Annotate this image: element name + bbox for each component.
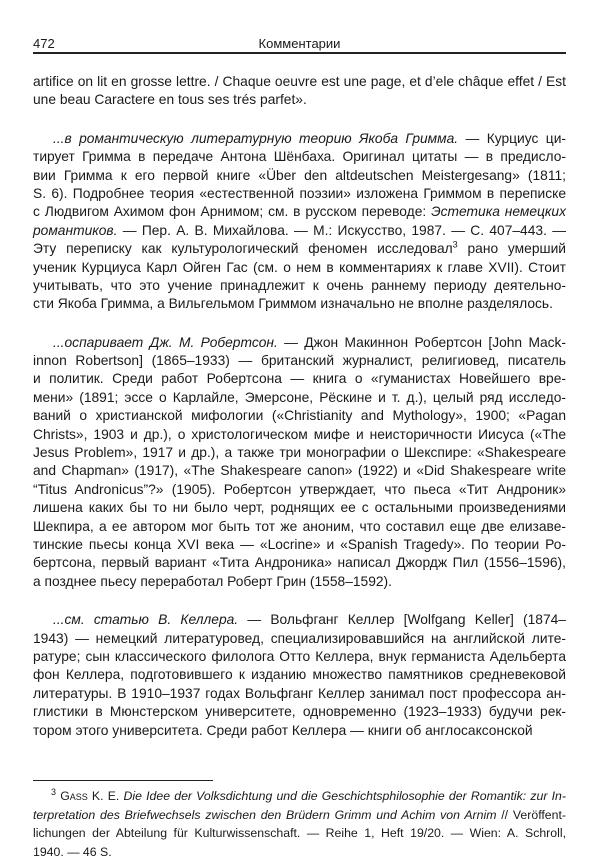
- text-line: [33, 203, 566, 221]
- text-line: [33, 648, 566, 666]
- text-line: [33, 536, 566, 554]
- text-line: [33, 148, 566, 166]
- text-run: глистики в Мюнстерском университете, одновременно (1923–1933) будучи рек-: [33, 704, 566, 720]
- text-run: с Людвигом Ахимом фон Арнимом; см. в русском переводе:: [33, 204, 432, 220]
- text-run: лишена каких бы то ни было черт, роднящих ее с остальными произведениями: [33, 500, 566, 516]
- text-run: — Курциус ци-: [458, 130, 566, 146]
- footnote-divider: [33, 780, 213, 781]
- text-run: и политик. Среди работ Робертсона — книга о «гуманистах Новейшего вре-: [33, 371, 566, 387]
- text-run: Jesus Problem», 1917 и др.), а также три монографии о Шекспире: «Shakespeare: [33, 445, 566, 461]
- text-run: innon Robertson] (1865–1933) — британский журналист, религиовед, писатель: [33, 353, 566, 369]
- text-run: artifice on lit en grosse lettre. / Chaque oeuvre est une page, et d’ele châque effet / Est: [33, 74, 566, 89]
- footnote: [33, 787, 566, 861]
- text-line: [33, 352, 566, 370]
- text-line: [33, 444, 566, 462]
- text-run: тинские пьесы конца XVI века — «Locrine» и «Spanish Tragedy». По теории Ро-: [33, 536, 566, 552]
- text-run: — Джон Макиннон Робертсон [John Mack-: [277, 334, 567, 350]
- text-run: ратуре; сын классического филолога Отто Келлера, внук германиста Адельберта: [33, 648, 566, 664]
- text-line: [33, 277, 566, 295]
- italic-text: Эстетика немецких: [431, 204, 566, 220]
- text-run: Эту переписку как культурологический феномен исследовал: [33, 241, 453, 257]
- text-run: S. 6). Подробнее теория «естественной поэзии» изложена Гриммом в переписке: [33, 185, 566, 201]
- text-line: [33, 666, 566, 684]
- text-line: [33, 407, 566, 425]
- text-line: [33, 259, 566, 277]
- italic-text: ...см. статью В. Келлера.: [53, 612, 239, 628]
- paragraph: [33, 611, 566, 740]
- text-line: [33, 722, 566, 740]
- text-line: [33, 185, 566, 203]
- text-run: K. E.: [87, 789, 124, 803]
- text-run: бертсона, первый вариант «Тита Андроника» написал Джордж Пил (1556–1596),: [33, 555, 566, 571]
- running-header: [33, 36, 566, 54]
- text-run: а позднее пьесу переработал Роберт Грин (1558–1592).: [33, 573, 392, 589]
- text-line: [33, 611, 566, 629]
- text-run: — Пер. А. В. Михайлова. — М.: Искусство, 1987. — С. 407–443. —: [117, 222, 566, 238]
- text-line: [33, 499, 566, 517]
- italic-text: ...в романтическую литературную теорию Якоба Гримма.: [53, 130, 459, 146]
- text-run: мени» (1891; эссе о Карлайле, Эмерсоне, Рёскине и т. д.), целый ряд исследо-: [33, 389, 566, 405]
- text-line: [33, 703, 566, 721]
- text-line: [33, 573, 566, 591]
- paragraph: [33, 73, 566, 110]
- footnote-ref: 3: [452, 239, 458, 250]
- text-run: 1940. — 46 S.: [33, 844, 112, 859]
- text-line: [33, 630, 566, 648]
- italic-text: романтиков.: [33, 222, 118, 238]
- text-line: [33, 462, 566, 480]
- text-run: литературы. В 1910–1937 годах Вольфганг Келлер занимал пост профессора ан-: [33, 685, 566, 701]
- text-run: учитывать, что это учение принадлежит к очень раннему периоду деятельно-: [33, 277, 566, 293]
- italic-text: Die Idee der Volksdichtung und die Geschichtsphilosophie der Romantik: zur In-: [123, 789, 566, 803]
- text-run: “Titus Andronicus”?» (1905). Робертсон утверждает, что пьеса «Тит Андроник»: [33, 481, 566, 497]
- text-run: тором этого университета. Среди работ Келлера — книги об англосаксонской: [33, 722, 533, 738]
- text-run: // Veröffent-: [496, 807, 566, 822]
- running-title: Комментарии: [258, 36, 341, 51]
- text-run: ваний о христианской мифологии («Christianity and Mythology», 1900; «Pagan: [33, 408, 566, 424]
- page-number: 472: [33, 36, 55, 51]
- text-line: [33, 167, 566, 185]
- text-line: [33, 481, 566, 499]
- text-line: [33, 685, 566, 703]
- text-run: 1943) — немецкий литературовед, специализировавшийся на английской лите-: [33, 630, 566, 646]
- text-line: [33, 843, 566, 862]
- footnote-ref: 3: [51, 786, 57, 797]
- text-run: сти Якоба Гримма, а Вильгельмом Гриммом изначально не вполне разделялось.: [33, 296, 553, 312]
- text-line: [33, 787, 566, 806]
- text-run: and Chapman» (1917), «The Shakespeare canon» (1922) и «Did Shakespeare write: [33, 463, 566, 479]
- paragraph: [33, 130, 566, 314]
- paragraph: [33, 334, 566, 591]
- text-line: [33, 518, 566, 536]
- text-line: [33, 91, 566, 109]
- main-text: [33, 73, 566, 760]
- text-run: рано умерший: [457, 241, 566, 257]
- text-line: [33, 334, 566, 352]
- text-run: вии Гримма к его первой книге «Über den altdeutschen Meistergesang» (1811;: [33, 167, 566, 183]
- text-run: — Вольфганг Келлер [Wolfgang Keller] (1874–: [238, 612, 566, 628]
- text-run: фон Келлера, подготовившего к изданию множество памятников средневековой: [33, 667, 566, 683]
- italic-text: ...оспаривает Дж. М. Робертсон.: [53, 334, 278, 350]
- text-line: [33, 73, 566, 91]
- text-line: [33, 240, 566, 258]
- text-line: [33, 370, 566, 388]
- text-line: [33, 295, 566, 313]
- text-line: [33, 389, 566, 407]
- text-run: lichungen der Abteilung für Kulturwissenschaft. — Reihe 1, Heft 19/20. — Wien: A. Schroll,: [33, 826, 566, 841]
- text-run: тирует Гримма в передаче Антона Шёнбаха. Оригинал цитаты — в предисло-: [33, 149, 566, 165]
- text-line: [33, 426, 566, 444]
- text-line: [33, 824, 566, 843]
- text-run: Шекпира, а ее автором мог быть тот же аноним, что составил еще две елизаве-: [33, 518, 566, 534]
- text-line: [33, 554, 566, 572]
- text-line: [33, 222, 566, 240]
- text-run: une beau Caractere en tous ses trés parfet».: [33, 92, 307, 108]
- italic-text: terpretation des Briefwechsels zwischen den Brüdern Grimm und Achim von Arnim: [33, 807, 497, 822]
- text-line: [33, 130, 566, 148]
- text-run: ученик Курциуса Карл Ойген Гас (см. о нем в комментариях к главе XVII). Стоит: [33, 259, 566, 275]
- text-line: [33, 806, 566, 825]
- text-run: Gass: [60, 789, 88, 803]
- text-run: Christs», 1903 и др.), о христологическом мифе и неисторичности Иисуса («The: [33, 426, 566, 442]
